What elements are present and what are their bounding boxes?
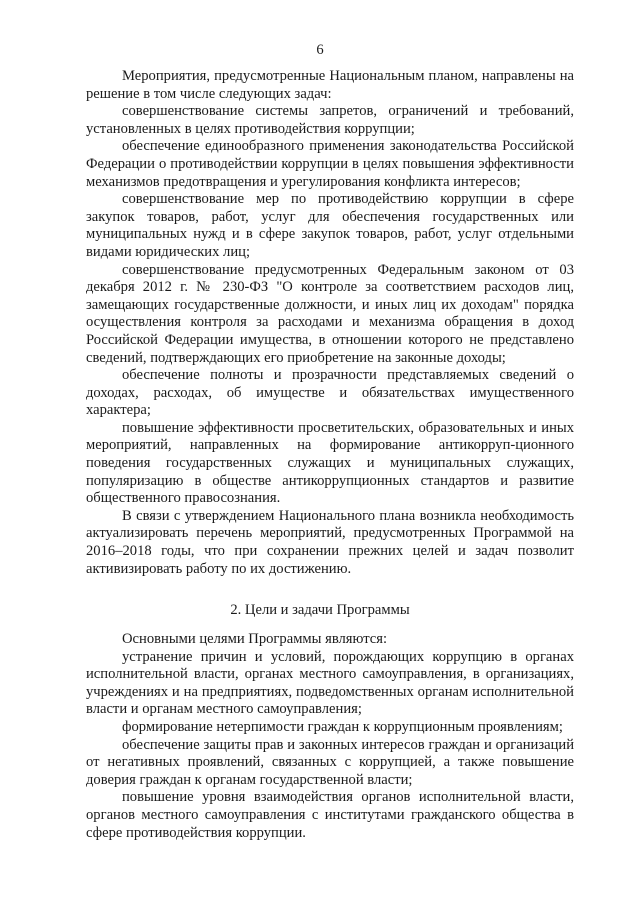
paragraph: обеспечение полноты и прозрачности представляемых сведений о доходах, расходах, об имуществе и обязательствах имущественного характера; — [86, 367, 574, 419]
paragraph: обеспечение единообразного применения законодательства Российской Федерации о противодействии коррупции в целях повышения эффективности механизмов предотвращения и урегулирования конфликта интересов; — [86, 138, 574, 190]
intro-section — [86, 68, 574, 578]
paragraph: совершенствование предусмотренных Федеральным законом от 03 декабря 2012 г. № 230-ФЗ "О контроле за соответствием расходов лиц, замещающих государственные должности, и иных лиц их доходам" порядка осуществления контроля за расходами и механизма обращения в доход Российской Федерации имущества, в отношении которого не представлено сведений, подтверждающих его приобретение на законные доходы; — [86, 261, 574, 366]
paragraph: устранение причин и условий, порождающих коррупцию в органах исполнительной власти, органах местного самоуправления, в организациях, учреждениях и на предприятиях, подведомственных органам исполнительной власти и органам местного самоуправления; — [86, 648, 574, 718]
paragraph: обеспечение защиты прав и законных интересов граждан и организаций от негативных проявлений, связанных с коррупцией, а также повышение доверия граждан к органам государственной власти; — [86, 736, 574, 788]
page-number: 6 — [316, 42, 324, 58]
paragraph: повышение эффективности просветительских, образовательных и иных мероприятий, направленных на формирование антикорруп-ционного поведения государственных служащих и муниципальных служащих, популяризацию в обществе антикоррупционных стандартов и развитие общественного правосознания. — [86, 419, 574, 507]
section-heading: 2. Цели и задачи Программы — [230, 602, 410, 618]
paragraph: Мероприятия, предусмотренные Национальным планом, направлены на решение в том числе следующих задач: — [86, 68, 574, 102]
paragraph: совершенствование системы запретов, ограничений и требований, установленных в целях противодействия коррупции; — [86, 103, 574, 137]
paragraph: В связи с утверждением Национального плана возникла необходимость актуализировать перечень мероприятий, предусмотренных Программой на 2016–2018 годы, что при сохранении прежних целей и задач позволит активизировать работу по их достижению. — [86, 507, 574, 577]
goals-section — [86, 631, 574, 842]
paragraph: совершенствование мер по противодействию коррупции в сфере закупок товаров, работ, услуг для обеспечения государственных или муниципальных нужд и в сфере закупок товаров, работ, услуг отдельными видами юридических лиц; — [86, 191, 574, 260]
paragraph: формирование нетерпимости граждан к коррупционным проявлениям; — [122, 718, 563, 735]
paragraph: повышение уровня взаимодействия органов исполнительной власти, органов местного самоуправления с институтами гражданского общества в сфере противодействия коррупции. — [86, 789, 574, 841]
paragraph: Основными целями Программы являются: — [122, 631, 388, 647]
